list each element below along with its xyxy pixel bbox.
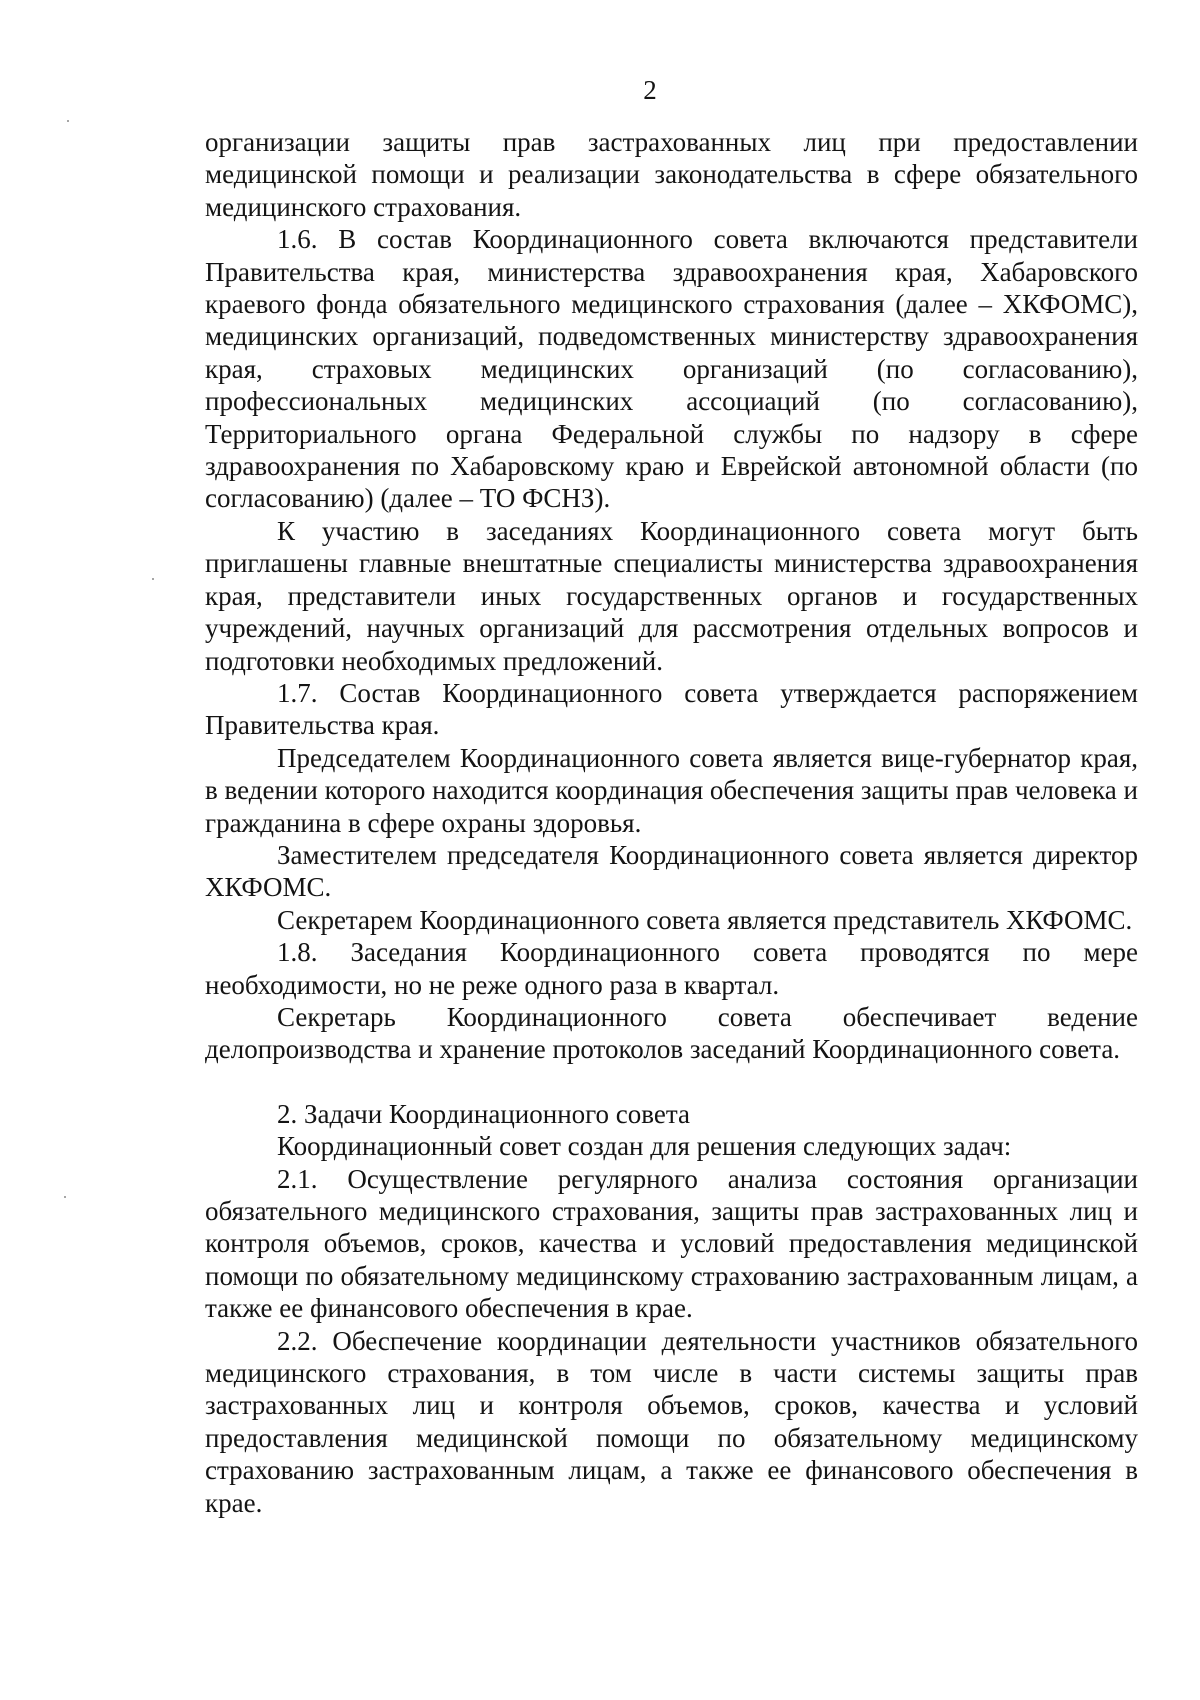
paragraph-secretary: Секретарем Координационного совета является представитель ХКФОМС. [277,904,1133,935]
paragraph-2-2: 2.2. Обеспечение координации деятельности участников обязательного медицинского страхования, в том числе в части системы защиты прав застрахованных лиц и контроля объемов, сроков, качества и условий предоставления медицинской помощи по обязательному медицинскому страхованию застрахованным лицам, а также ее финансового обеспечения в крае. [205,1325,1138,1518]
section-heading: 2. Задачи Координационного совета [277,1098,690,1129]
document-body [205,126,1138,1519]
paragraph-invited-participants: К участию в заседаниях Координационного совета могут быть приглашены главные внештатные специалисты министерства здравоохранения края, представители иных государственных органов и государственных учреждений, научных организаций для рассмотрения отдельных вопросов и подготовки необходимых предложений. [205,515,1138,676]
paragraph-1-6: 1.6. В состав Координационного совета включаются представители Правительства края, министерства здравоохранения края, Хабаровского краевого фонда обязательного медицинского страхования (далее – ХКФОМС), медицинских организаций, подведомственных министерству здравоохранения края, страховых медицинских организаций (по согласованию), профессиональных медицинских ассоциаций (по согласованию), Территориального органа Федеральной службы по надзору в сфере здравоохранения по Хабаровскому краю и Еврейской автономной области (по согласованию) (далее – ТО ФСНЗ). [205,224,1138,514]
paragraph-tasks-intro: Координационный совет создан для решения следующих задач: [277,1131,1012,1162]
scan-speck [152,578,154,580]
scan-speck [67,120,69,122]
paragraph-1-7: 1.7. Состав Координационного совета утверждается распоряжением Правительства края. [205,677,1138,741]
paragraph-2-1: 2.1. Осуществление регулярного анализа состояния организации обязательного медицинского страхования, защиты прав застрахованных лиц и контроля объемов, сроков, качества и условий предоставления медицинской помощи по обязательному медицинскому страхованию застрахованным лицам, а также ее финансового обеспечения в крае. [205,1163,1138,1324]
paragraph-continuation: организации защиты прав застрахованных лиц при предоставлении медицинской помощи и реализации законодательства в сфере обязательного медицинского страхования. [205,127,1138,222]
paragraph-1-8: 1.8. Заседания Координационного совета проводятся по мере необходимости, но не реже одного раза в квартал. [205,937,1138,1000]
paragraph-secretary-duties: Секретарь Координационного совета обеспечивает ведение делопроизводства и хранение протоколов заседаний Координационного совета. [205,1001,1138,1065]
paragraph-chairman: Председателем Координационного совета является вице-губернатор края, в ведении которого находится координация обеспечения защиты прав человека и гражданина в сфере охраны здоровья. [205,742,1138,838]
paragraph-deputy-chairman: Заместителем председателя Координационного совета является директор ХКФОМС. [205,839,1138,903]
scan-speck [64,1196,66,1198]
page-number: 2 [643,75,657,105]
